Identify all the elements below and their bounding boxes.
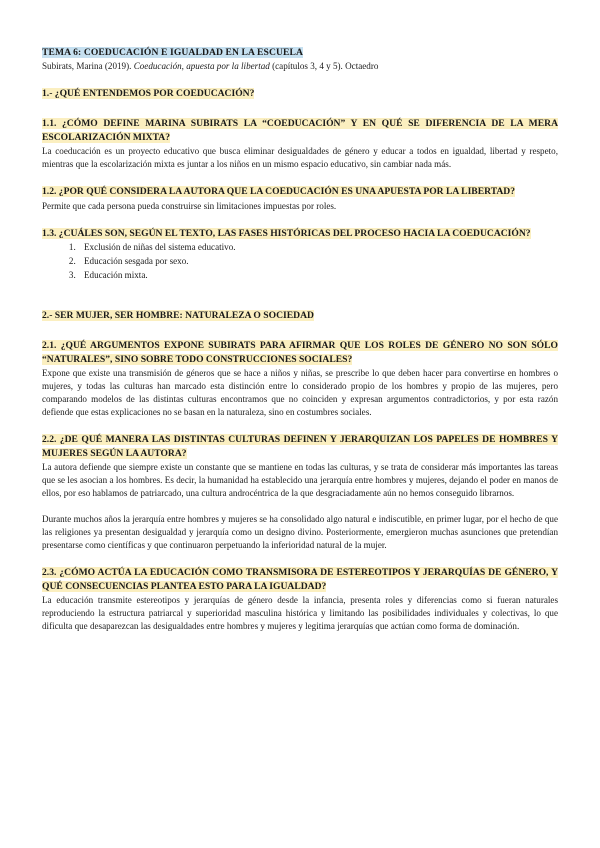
- document-title-text: TEMA 6: COEDUCACIÓN E IGUALDAD EN LA ESCUELA: [42, 47, 304, 58]
- question-2-2-text: 2.2. ¿DE QUÉ MANERA LAS DISTINTAS CULTURAS DEFINEN Y JERARQUIZAN LOS PAPELES DE HOMBRES Y MUJERES SEGÚN LA AUTORA?: [42, 434, 558, 459]
- question-1-3-text: 1.3. ¿CUÁLES SON, SEGÚN EL TEXTO, LAS FASES HISTÓRICAS DEL PROCESO HACIA LA COEDUCACIÓN?: [42, 227, 531, 239]
- answer-1-1: La coeducación es un proyecto educativo que busca eliminar desigualdades de género y educar a todos en igualdad, libertad y respeto, mientras que la escolarización mixta es juntar a los niños en un mismo espacio educativo, sin cambiar nada más.: [42, 146, 558, 169]
- reference-authors: Subirats, Marina (2019).: [42, 61, 132, 71]
- list-item: 3. Educación mixta.: [78, 269, 558, 282]
- section-1-title: 1.- ¿QUÉ ENTENDEMOS POR COEDUCACIÓN?: [42, 88, 255, 99]
- coeducation-phases-list: [42, 241, 558, 282]
- section-2-title: 2.- SER MUJER, SER HOMBRE: NATURALEZA O SOCIEDAD: [42, 310, 314, 321]
- spacer: [42, 283, 558, 295]
- question-2-1: [42, 339, 558, 366]
- question-1-1: [42, 117, 558, 144]
- answer-2-1: Expone que existe una transmisión de géneros que se hace a niños y niñas, se prescribe lo que deben hacer para convertirse en hombres o mujeres, y todas las culturas han marcado esta distinción entre lo considerado propio de los hombres y propio de las mujeres, pero comparando modelos de las distintas culturas encontramos que no coinciden y expresan argumentos contradictorios, y por esta razón defiende que estas explicaciones no se basan en la naturaleza, sino en costumbres sociales.: [42, 368, 558, 417]
- document-page: [42, 46, 558, 633]
- question-2-2: [42, 433, 558, 460]
- reference-book-title: Coeducación, apuesta por la libertad: [133, 61, 270, 71]
- answer-2-2-paragraph-1: La autora defiende que siempre existe un constante que se mantiene en todas las culturas, y se trata de considerar más importantes las tareas que se les asocian a los hombres. Es decir, la humanidad ha establecido una jerarquía entre hombres y mujeres, dejando el poder en manos de ellos, por eso hablamos de patriarcado, una cultura androcéntrica de la que desgraciadamente aún no hemos conseguido librarnos.: [42, 462, 558, 498]
- question-2-1-text: 2.1. ¿QUÉ ARGUMENTOS EXPONE SUBIRATS PARA AFIRMAR QUE LOS ROLES DE GÉNERO NO SON SÓLO “NATURALES”, SINO SOBRE TODO CONSTRUCCIONES SOCIALES?: [42, 340, 558, 365]
- list-item: 2. Educación sesgada por sexo.: [78, 255, 558, 268]
- question-1-2-text: 1.2. ¿POR QUÉ CONSIDERA LA AUTORA QUE LA COEDUCACIÓN ES UNA APUESTA POR LA LIBERTAD?: [42, 186, 516, 197]
- question-2-3-text: 2.3. ¿CÓMO ACTÚA LA EDUCACIÓN COMO TRANSMISORA DE ESTEREOTIPOS Y JERARQUÍAS DE GÉNERO, Y QUÉ CONSECUENCIAS PLANTEA ESTO PARA LA IGUALDAD?: [42, 567, 558, 592]
- question-1-2: [42, 185, 558, 199]
- section-1-heading: [42, 87, 558, 100]
- question-2-3: [42, 566, 558, 593]
- answer-2-3: La educación transmite estereotipos y jerarquías de género desde la infancia, presenta roles y diferencias como si fueran naturales reproduciendo la estructura patriarcal y superioridad masculina histórica y limitando las posibilidades individuales y colectivas, lo que dificulta que desaparezcan las desigualdades entre hombres y mujeres y legitima jerarquías que actúan como forma de dominación.: [42, 595, 558, 631]
- answer-2-2-paragraph-2: Durante muchos años la jerarquía entre hombres y mujeres se ha consolidado algo natural e indiscutible, en primer lugar, por el hecho de que las religiones ya presentan desigualdad y jerarquía como un designo divino. Posteriormente, emergieron muchas asunciones que pretendían presentarse como científicas y que continuaron perpetuando la inferioridad natural de la mujer.: [42, 514, 558, 550]
- document-title: [42, 46, 558, 59]
- answer-1-2: Permite que cada persona pueda construirse sin limitaciones impuestas por roles.: [42, 200, 337, 211]
- question-1-3: [42, 227, 558, 241]
- question-1-1-text: 1.1. ¿CÓMO DEFINE MARINA SUBIRATS LA “COEDUCACIÓN” Y EN QUÉ SE DIFERENCIA DE LA MERA ESCOLARIZACIÓN MIXTA?: [42, 118, 558, 143]
- bibliographic-reference: [42, 60, 558, 73]
- section-2-heading: [42, 309, 558, 322]
- reference-details: (capítulos 3, 4 y 5). Octaedro: [272, 61, 379, 71]
- list-item: 1. Exclusión de niñas del sistema educativo.: [78, 241, 558, 254]
